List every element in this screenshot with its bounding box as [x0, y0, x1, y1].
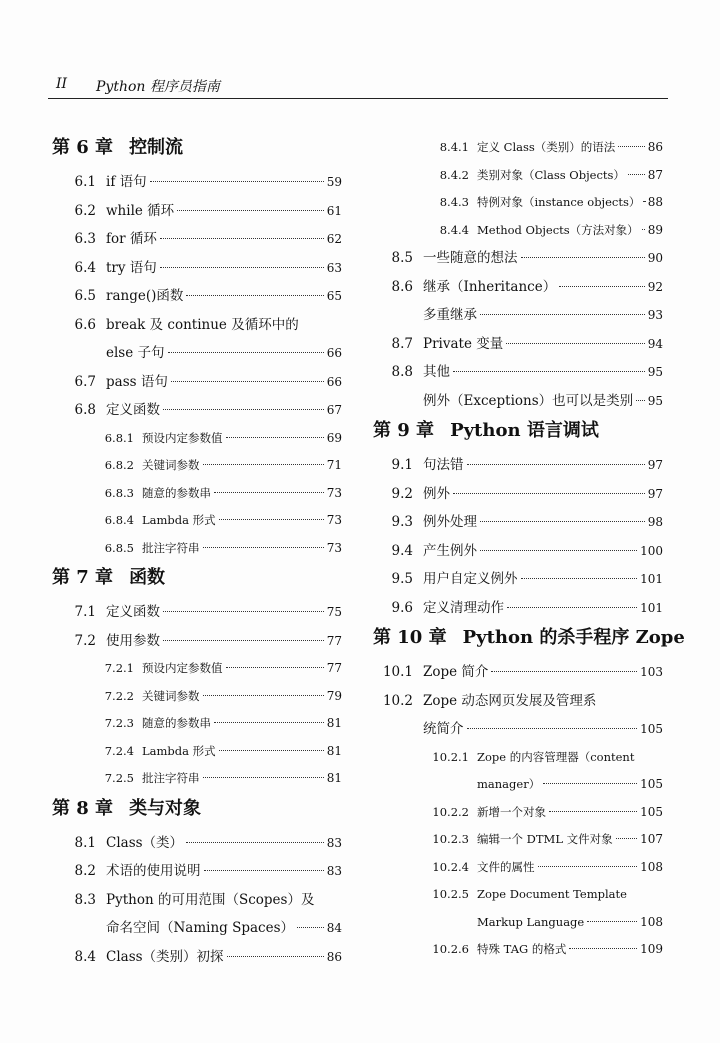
- toc-entry-number: 9.6: [391, 599, 413, 616]
- toc-page-number: 81: [326, 716, 342, 730]
- toc-entry-number: 6.8.2: [104, 458, 134, 472]
- toc-page-number: 92: [647, 279, 663, 294]
- toc-entry-title: 文件的属性: [477, 859, 535, 874]
- toc-entry-title: 命名空间（Naming Spaces）: [106, 920, 295, 936]
- toc-entry-number: 7.2.2: [104, 688, 134, 703]
- toc-entry: [373, 134, 663, 162]
- toc-entry: [373, 594, 663, 623]
- dot-leader: [587, 921, 637, 922]
- toc-entry: [373, 217, 663, 245]
- toc-entry-title: manager）: [477, 777, 541, 791]
- toc-entry: [373, 799, 663, 827]
- toc-entry-number: 8.3: [74, 891, 96, 908]
- dot-leader: [480, 521, 645, 522]
- dot-leader: [636, 400, 645, 401]
- toc-entry-number: 8.2: [74, 863, 96, 879]
- toc-entry-title: Private 变量: [423, 335, 504, 352]
- toc-entry-title: 一些随意的想法: [423, 250, 518, 266]
- toc-page-number: 84: [326, 921, 342, 935]
- toc-entry-title: 例外: [423, 485, 450, 502]
- toc-entry-title: 关键词参数: [142, 688, 200, 703]
- toc-entry: [373, 565, 663, 594]
- toc-entry: [52, 507, 342, 535]
- toc-entry-title: try 语句: [106, 259, 157, 276]
- toc-entry-title: 类别对象（Class Objects）: [477, 167, 625, 182]
- toc-entry-title: Zope 的内容管理器（content: [477, 749, 635, 764]
- toc-entry: [373, 771, 663, 799]
- toc-page-number: 59: [326, 175, 342, 189]
- dot-leader: [642, 229, 645, 230]
- dot-leader: [219, 519, 324, 520]
- dot-leader: [507, 607, 637, 608]
- toc-entry-title: 新增一个对象: [477, 804, 546, 819]
- toc-entry-number: 7.2.3: [104, 716, 134, 730]
- toc-entry: [52, 710, 342, 738]
- dot-leader: [453, 493, 645, 494]
- dot-leader: [177, 210, 324, 211]
- toc-entry: [52, 857, 342, 886]
- dot-leader: [628, 174, 645, 175]
- dot-leader: [160, 238, 324, 239]
- toc-entry: [373, 687, 663, 716]
- dot-leader: [160, 267, 324, 268]
- toc-entry: [52, 829, 342, 858]
- toc-page-number: 63: [326, 260, 342, 275]
- toc-entry-title: for 循环: [106, 231, 157, 247]
- toc-entry-number: 8.4.4: [439, 222, 469, 237]
- dot-leader: [227, 956, 324, 957]
- dot-leader: [163, 611, 324, 612]
- toc-entry-title: 定义 Class（类别）的语法: [477, 140, 616, 154]
- toc-left-column: [52, 132, 342, 971]
- toc-entry: [52, 886, 342, 915]
- toc-entry-title: 术语的使用说明: [106, 863, 201, 879]
- toc-entry: [373, 881, 663, 909]
- toc-entry: [373, 189, 663, 217]
- toc-entry-title: break 及 continue 及循环中的: [106, 316, 299, 333]
- dot-leader: [163, 409, 324, 410]
- toc-page-number: 95: [647, 365, 663, 379]
- toc-entry-number: 6.8.3: [104, 485, 134, 500]
- toc-page-number: 81: [326, 771, 342, 785]
- toc-entry: [52, 254, 342, 283]
- chapter-8-continued-entries: [373, 134, 663, 415]
- toc-entry: [373, 744, 663, 772]
- toc-entry-number: 9.1: [391, 457, 413, 473]
- toc-page-number: 86: [647, 140, 663, 154]
- toc-entry-title: 批注字符串: [142, 771, 200, 785]
- toc-right-column: [373, 134, 685, 964]
- toc-entry: [52, 282, 342, 311]
- toc-entry: [52, 943, 342, 972]
- chapter-heading: 第 7 章 函数: [52, 567, 166, 588]
- dot-leader: [467, 464, 645, 465]
- toc-entry: [373, 244, 663, 273]
- dot-leader: [618, 146, 644, 147]
- toc-entry: [52, 168, 342, 197]
- chapter-10-entries: [373, 658, 663, 964]
- dot-leader: [226, 437, 324, 438]
- toc-entry-title: 关键词参数: [142, 458, 200, 472]
- dot-leader: [203, 695, 324, 696]
- toc-entry-title: Python 的可用范围（Scopes）及: [106, 891, 315, 908]
- dot-leader: [480, 550, 637, 551]
- toc-page-number: 79: [326, 688, 342, 703]
- toc-entry: [52, 396, 342, 425]
- toc-entry-number: 7.1: [74, 604, 96, 620]
- toc-entry-title: 随意的参数串: [142, 485, 211, 500]
- toc-entry-number: 6.4: [74, 259, 96, 276]
- chapter-heading: 第 6 章 控制流: [52, 137, 184, 158]
- toc-entry-title: 其他: [423, 364, 450, 380]
- toc-entry-title: 继承（Inheritance）: [423, 278, 557, 295]
- toc-page-number: 107: [640, 832, 663, 846]
- toc-entry: [373, 826, 663, 854]
- toc-page-number: 62: [326, 232, 342, 246]
- toc-page-number: 105: [640, 777, 663, 791]
- dot-leader: [538, 866, 638, 867]
- toc-entry-number: 6.8.4: [104, 513, 134, 527]
- toc-entry-title: 预设内定参数值: [142, 661, 223, 675]
- dot-leader: [569, 948, 637, 949]
- toc-page-number: 88: [647, 195, 663, 209]
- toc-entry-number: 9.2: [391, 485, 413, 502]
- toc-entry: [373, 658, 663, 687]
- dot-leader: [226, 667, 324, 668]
- toc-entry: [373, 537, 663, 566]
- toc-page-number: 73: [326, 485, 342, 500]
- dot-leader: [521, 257, 645, 258]
- toc-entry: [52, 738, 342, 766]
- toc-page-number: 69: [326, 430, 342, 445]
- dot-leader: [171, 381, 324, 382]
- toc-page-number: 108: [640, 914, 663, 929]
- dot-leader: [521, 578, 638, 579]
- page-numeral: II: [56, 76, 68, 92]
- toc-entry: [373, 451, 663, 480]
- toc-entry: [52, 425, 342, 453]
- toc-page-number: 73: [326, 540, 342, 555]
- toc-entry-number: 10.2: [382, 692, 413, 709]
- toc-entry-title: 句法错: [423, 457, 464, 473]
- toc-entry: [52, 225, 342, 254]
- toc-entry-number: 10.2.5: [432, 887, 469, 901]
- toc-entry-title: 预设内定参数值: [142, 430, 223, 445]
- toc-entry-number: 10.2.1: [432, 749, 469, 764]
- toc-entry-title: Zope 简介: [423, 664, 489, 680]
- toc-entry-number: 7.2.1: [104, 661, 134, 675]
- toc-page-number: 103: [640, 665, 663, 679]
- dot-leader: [549, 811, 637, 812]
- dot-leader: [186, 842, 324, 843]
- dot-leader: [643, 201, 644, 202]
- dot-leader: [168, 352, 324, 353]
- chapter-7-entries: [52, 598, 342, 793]
- toc-page-number: 93: [647, 308, 663, 322]
- toc-entry: [373, 480, 663, 509]
- dot-leader: [491, 671, 637, 672]
- toc-entry-number: 8.8: [391, 364, 413, 380]
- toc-entry-number: 10.2.2: [432, 804, 469, 819]
- dot-leader: [559, 286, 645, 287]
- toc-entry-number: 8.4.3: [439, 195, 469, 209]
- toc-entry-title: 用户自定义例外: [423, 571, 518, 587]
- dot-leader: [204, 870, 324, 871]
- toc-entry-number: 9.3: [391, 514, 413, 530]
- toc-entry-title: Lambda 形式: [142, 513, 216, 527]
- dot-leader: [203, 547, 324, 548]
- toc-entry-number: 10.2.3: [432, 832, 469, 846]
- toc-page-number: 90: [647, 251, 663, 265]
- toc-page-number: 98: [647, 515, 663, 529]
- chapter-8-entries: [52, 829, 342, 972]
- toc-entry-number: 9.5: [391, 571, 413, 587]
- toc-entry-title: else 子句: [106, 345, 165, 361]
- toc-entry: [373, 909, 663, 937]
- toc-entry-number: 8.4: [74, 948, 96, 965]
- dot-leader: [506, 343, 644, 344]
- toc-entry-title: 定义函数: [106, 402, 160, 418]
- toc-page-number: 89: [647, 222, 663, 237]
- toc-entry-number: 6.3: [74, 231, 96, 247]
- toc-entry-number: 7.2.4: [104, 743, 134, 758]
- toc-page-number: 95: [647, 393, 663, 408]
- toc-entry-title: Class（类）: [106, 834, 184, 851]
- dot-leader: [150, 181, 324, 182]
- toc-page-number: 109: [640, 942, 663, 956]
- toc-page-number: 105: [640, 722, 663, 736]
- toc-entry: [52, 368, 342, 397]
- toc-entry: [52, 765, 342, 793]
- toc-page-number: 97: [647, 486, 663, 501]
- toc-entry-number: 6.5: [74, 288, 96, 304]
- toc-page-number: 86: [326, 949, 342, 964]
- toc-entry-title: pass 语句: [106, 373, 168, 390]
- toc-entry-title: while 循环: [106, 202, 175, 219]
- toc-entry-title: Class（类别）初探: [106, 948, 224, 965]
- toc-entry: [373, 715, 663, 744]
- chapter-heading: 第 8 章 类与对象: [52, 797, 202, 819]
- toc-page-number: 83: [326, 835, 342, 850]
- toc-entry: [52, 627, 342, 656]
- toc-page-number: 65: [326, 289, 342, 303]
- toc-entry: [52, 598, 342, 627]
- toc-entry-number: 6.8.5: [104, 540, 134, 555]
- dot-leader: [480, 314, 645, 315]
- toc-entry-number: 9.4: [391, 542, 413, 559]
- toc-entry-number: 8.1: [74, 834, 96, 851]
- toc-entry-title: 例外处理: [423, 514, 477, 530]
- toc-entry-number: 10.2.6: [432, 942, 469, 956]
- toc-page-number: 101: [640, 572, 663, 586]
- dot-leader: [186, 295, 323, 296]
- dot-leader: [297, 927, 324, 928]
- toc-page-number: 101: [640, 600, 663, 615]
- toc-page-number: 108: [640, 859, 663, 874]
- chapter-6-entries: [52, 168, 342, 562]
- toc-entry-number: 10.2.4: [432, 859, 469, 874]
- toc-entry-title: 产生例外: [423, 542, 477, 559]
- dot-leader: [453, 371, 645, 372]
- toc-entry: [373, 330, 663, 359]
- toc-entry-title: 特殊 TAG 的格式: [477, 942, 567, 956]
- toc-entry-title: 统简介: [423, 721, 464, 737]
- chapter-heading: 第 10 章 Python 的杀手程序 Zope: [373, 627, 685, 648]
- toc-page-number: 83: [326, 864, 342, 878]
- toc-entry: [373, 854, 663, 882]
- dot-leader: [203, 464, 324, 465]
- toc-entry-title: Method Objects（方法对象）: [477, 222, 639, 237]
- toc-page-number: 77: [326, 661, 342, 675]
- toc-page-number: 66: [326, 374, 342, 389]
- toc-page-number: 71: [326, 458, 342, 472]
- toc-entry: [52, 535, 342, 563]
- toc-entry-title: 使用参数: [106, 632, 160, 649]
- toc-entry: [373, 273, 663, 302]
- dot-leader: [616, 838, 637, 839]
- toc-entry-title: if 语句: [106, 174, 147, 190]
- running-header: [48, 72, 668, 99]
- toc-entry-number: 6.1: [74, 174, 96, 190]
- dot-leader: [203, 777, 324, 778]
- toc-entry-number: 8.4.1: [439, 140, 469, 154]
- toc-entry: [373, 936, 663, 964]
- toc-entry-number: 6.6: [74, 316, 96, 333]
- toc-entry-title: 随意的参数串: [142, 716, 211, 730]
- toc-page-number: 66: [326, 346, 342, 360]
- chapter-9-entries: [373, 451, 663, 622]
- toc-entry-number: 8.5: [391, 250, 413, 266]
- toc-entry: [52, 480, 342, 508]
- toc-entry-title: 编辑一个 DTML 文件对象: [477, 832, 613, 846]
- toc-page-number: 94: [647, 336, 663, 351]
- toc-entry-title: Zope Document Template: [477, 887, 627, 901]
- toc-page-number: 75: [326, 605, 342, 619]
- dot-leader: [163, 640, 324, 641]
- toc-entry: [373, 387, 663, 416]
- toc-entry: [373, 162, 663, 190]
- toc-page-number: 100: [640, 543, 663, 558]
- dot-leader: [467, 728, 638, 729]
- toc-entry-number: 6.2: [74, 202, 96, 219]
- toc-entry-number: 10.1: [382, 664, 413, 680]
- toc-entry-title: Zope 动态网页发展及管理系: [423, 692, 597, 709]
- toc-entry-number: 8.4.2: [439, 167, 469, 182]
- toc-entry: [52, 339, 342, 368]
- chapter-heading: 第 9 章 Python 语言调试: [373, 420, 599, 441]
- toc-entry: [52, 655, 342, 683]
- toc-page-number: 73: [326, 513, 342, 527]
- dot-leader: [214, 492, 324, 493]
- toc-entry: [52, 914, 342, 943]
- dot-leader: [543, 783, 637, 784]
- toc-page-number: 105: [640, 804, 663, 819]
- book-title: Python 程序员指南: [96, 79, 220, 95]
- toc-entry-title: 定义函数: [106, 604, 160, 620]
- toc-page-number: 61: [326, 203, 342, 218]
- toc-entry-number: 8.7: [391, 335, 413, 352]
- toc-entry: [373, 301, 663, 330]
- toc-page-number: 87: [647, 167, 663, 182]
- toc-page-number: 77: [326, 633, 342, 648]
- toc-entry-title: Markup Language: [477, 914, 585, 929]
- toc-entry-title: Lambda 形式: [142, 743, 216, 758]
- toc-entry-number: 8.6: [391, 278, 413, 295]
- toc-entry-title: 例外（Exceptions）也可以是类别: [423, 392, 634, 409]
- toc-entry-number: 7.2: [74, 632, 96, 649]
- dot-leader: [214, 722, 324, 723]
- toc-entry-title: 定义清理动作: [423, 599, 504, 616]
- toc-entry-number: 7.2.5: [104, 771, 134, 785]
- toc-entry: [373, 358, 663, 387]
- toc-entry: [52, 197, 342, 226]
- toc-entry-number: 6.7: [74, 373, 96, 390]
- toc-entry-title: range()函数: [106, 288, 184, 304]
- toc-entry-number: 6.8: [74, 402, 96, 418]
- toc-page-number: 67: [326, 403, 342, 417]
- toc-entry: [52, 683, 342, 711]
- toc-entry-title: 多重继承: [423, 307, 477, 323]
- toc-page-number: 97: [647, 458, 663, 472]
- toc-entry-title: 特例对象（instance objects）: [477, 195, 641, 209]
- toc-page-number: 81: [326, 743, 342, 758]
- toc-entry: [52, 452, 342, 480]
- toc-entry-number: 6.8.1: [104, 430, 134, 445]
- toc-entry: [52, 311, 342, 340]
- toc-entry-title: 批注字符串: [142, 540, 200, 555]
- dot-leader: [219, 750, 324, 751]
- toc-entry: [373, 508, 663, 537]
